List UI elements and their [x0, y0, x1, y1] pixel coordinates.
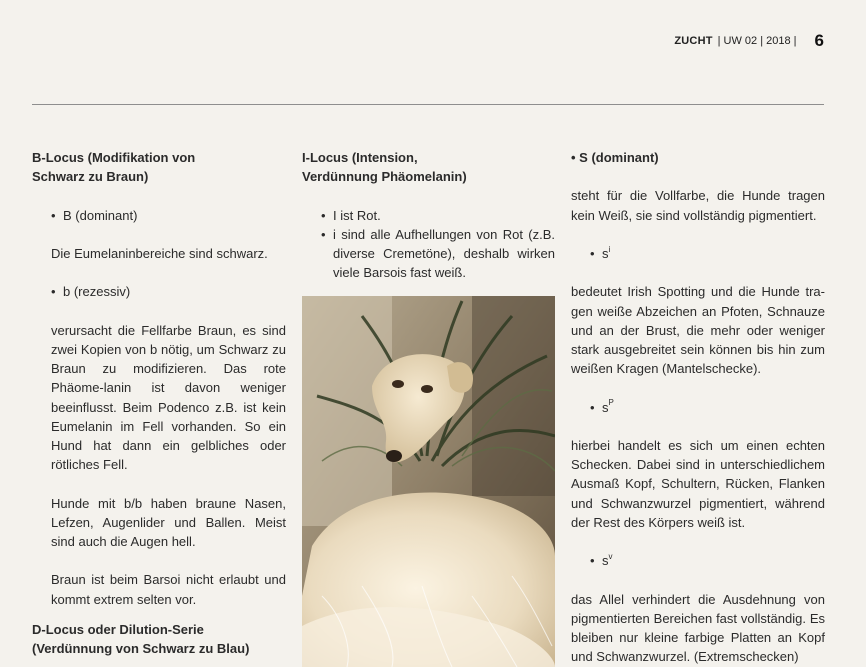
bullet-text: i sind alle Aufhellungen von Rot (z.B. diverse Cremetöne), deshalb wirken viele Barsois fast weiß.: [333, 226, 555, 281]
paragraph-barsoi-brown: Braun ist beim Barsoi nicht erlaubt und kommt extrem selten vor.: [51, 572, 286, 607]
allele-superscript: P: [608, 398, 614, 408]
column-middle: [302, 148, 555, 282]
bullet-text: B (dominant): [63, 207, 138, 223]
bullet-text: I ist Rot.: [333, 207, 381, 223]
bullet-dot: •: [321, 207, 326, 223]
text-b-dominant: Die Eumelaninbereiche sind schwarz.: [51, 245, 268, 261]
bullet-dot: •: [590, 245, 595, 261]
allele-base: s: [602, 553, 609, 569]
bullet-i-cream: [302, 225, 555, 283]
paragraph-sv: das Allel verhindert die Ausdehnung von pigmentierten Bereichen fast vollständig. Es bleiben nur kleine farbige Platten an Kopf und Schwanzwurzel. (Extremschecken): [571, 591, 825, 665]
allele-sv: [571, 551, 825, 570]
paragraph-brown: verursacht die Fellfarbe Braun, es sind zwei Kopien von b nötig, um Schwarz zu Braun zu modifizieren. Das rote Phäome-lanin ist davon weniger beeinflusst. Beim Podenco z.B. ist kein Eumelanin im Fell vorhanden. So ein Hund hat dann ein gelbliches oder rötliches Fell.: [51, 322, 286, 473]
bullet-b-dominant: [32, 206, 286, 225]
header-divider: [32, 104, 824, 105]
heading-b-locus-line2: Schwarz zu Braun): [32, 169, 149, 185]
paragraph-bb: Hunde mit b/b haben braune Nasen, Lefzen, Augenlider und Ballen. Meist sind auch die Augen hell.: [51, 495, 286, 549]
page-number: 6: [814, 31, 824, 50]
heading-d-locus-line2: (Verdünnung von Schwarz zu Blau): [32, 640, 250, 656]
heading-d-locus-line1: D-Locus oder Dilution-Serie: [32, 621, 204, 637]
heading-i-locus-line2: Verdünnung Phäomelanin): [302, 169, 467, 185]
allele-base: s: [602, 245, 609, 261]
paragraph-s: steht für die Vollfarbe, die Hunde tragen kein Weiß, sie sind vollständig pigmentiert.: [571, 188, 825, 223]
allele-sp: [571, 398, 825, 417]
bullet-dot: •: [590, 399, 595, 415]
bullet-b-recessive: [32, 282, 286, 301]
issue-info: | UW 02 | 2018 |: [717, 35, 797, 47]
allele-base: s: [602, 399, 609, 415]
bullet-dot: •: [321, 226, 326, 242]
allele-superscript: i: [608, 244, 611, 254]
column-left: [32, 148, 286, 658]
section-label: ZUCHT: [674, 35, 713, 47]
paragraph-si: bedeutet Irish Spotting und die Hunde tra-gen weiße Abzeichen an Pfoten, Schnauze und an der Brust, die mehr oder weniger stark ausgebreitet sein können bis hin zum weißen Kragen (Mantelschecke).: [571, 284, 825, 377]
heading-s-dominant: • S (dominant): [571, 150, 659, 165]
column-right: [571, 148, 825, 666]
allele-superscript: v: [608, 551, 613, 561]
bullet-dot: •: [51, 207, 56, 223]
paragraph-sp: hierbei handelt es sich um einen echten Schecken. Dabei sind in unterschiedlichem Ausmaß Kopf, Schultern, Rücken, Flanken und Schwanzwurzel pigmentiert, während der Rest des Körpers weiß ist.: [571, 437, 825, 530]
barsoi-photo: [302, 296, 555, 667]
bullet-dot: •: [51, 284, 56, 300]
heading-i-locus-line1: I-Locus (Intension,: [302, 150, 418, 165]
page-header: [674, 33, 824, 49]
heading-b-locus-line1: B-Locus (Modifikation von: [32, 150, 196, 165]
bullet-dot: •: [590, 553, 595, 569]
bullet-text: b (rezessiv): [63, 284, 131, 300]
allele-si: [571, 244, 825, 263]
bullet-i-red: [302, 206, 555, 225]
barsoi-illustration: [302, 296, 555, 667]
